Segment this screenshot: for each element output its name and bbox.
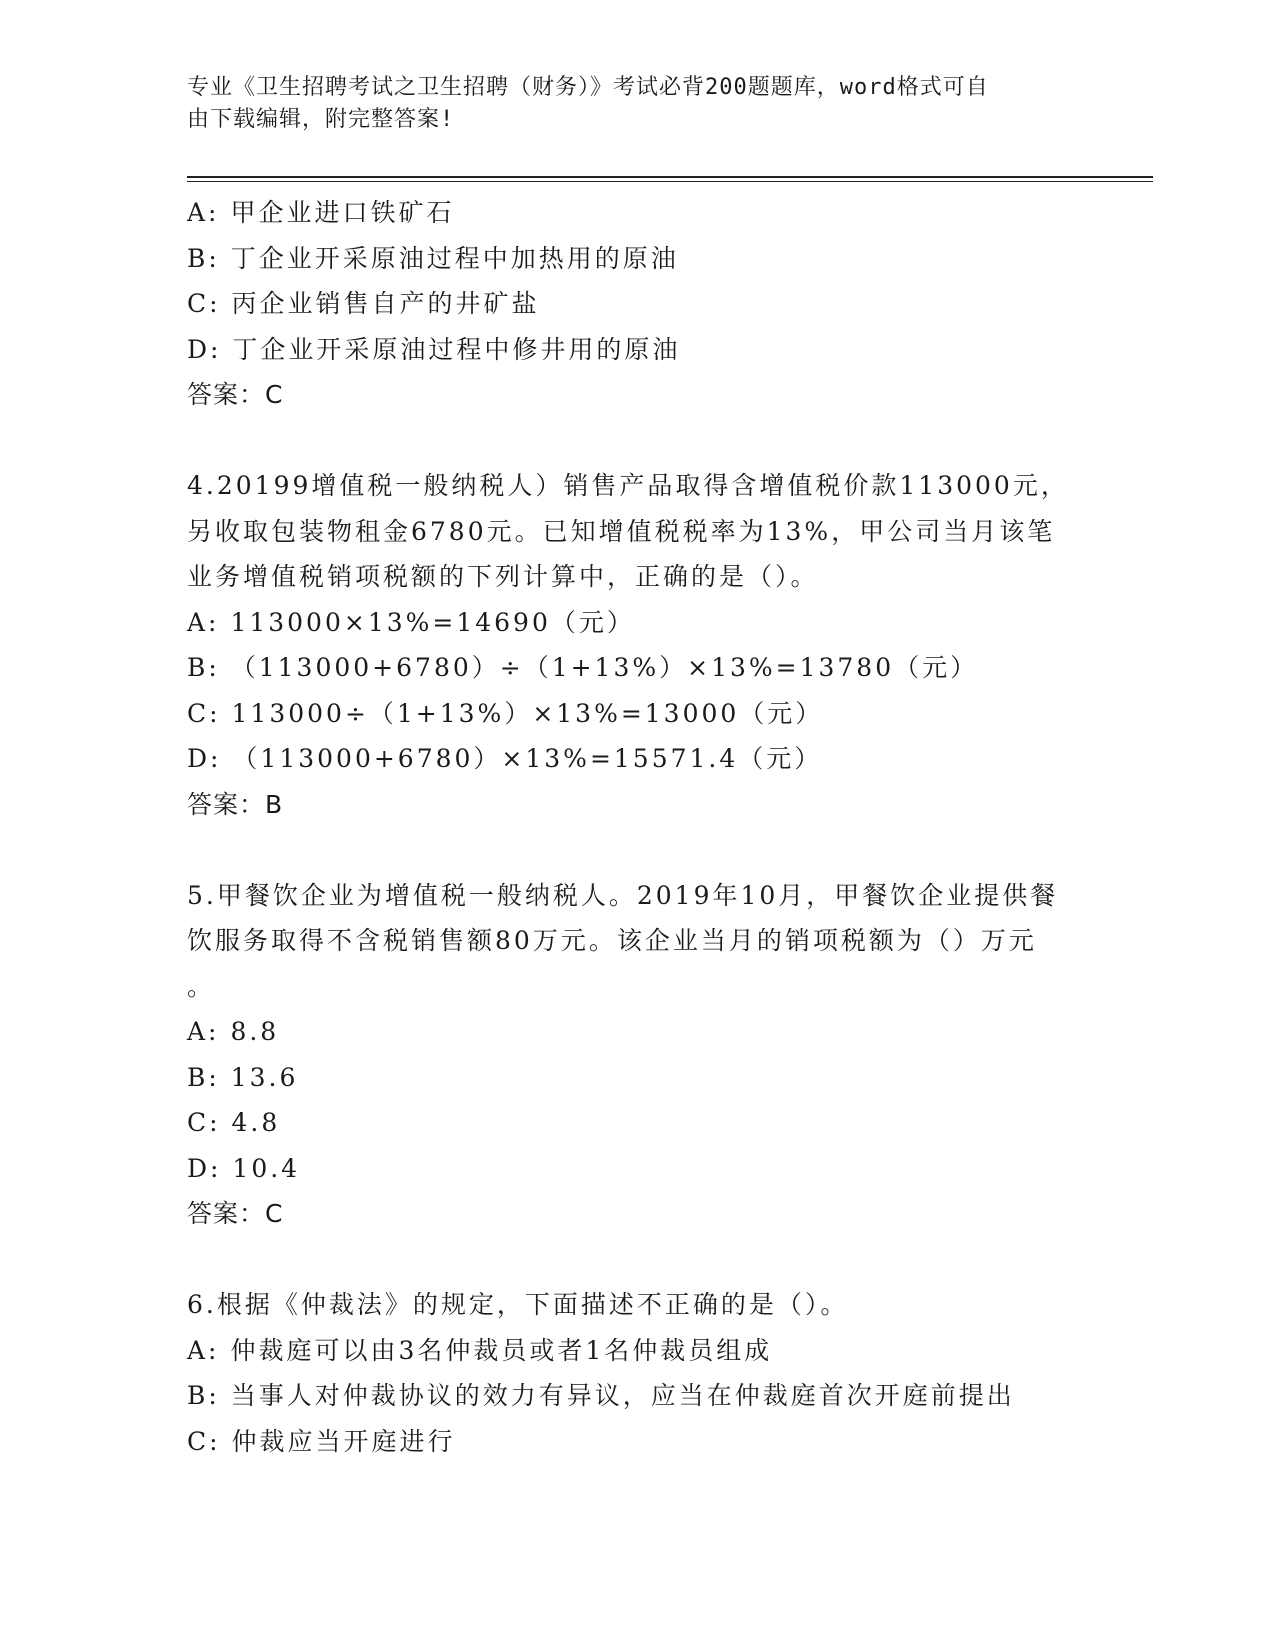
header-divider-thin	[187, 181, 1153, 182]
option-text: 113000÷（1+13%）×13%=13000（元）	[231, 698, 824, 728]
option-a	[187, 600, 1087, 646]
option-label: C:	[187, 289, 221, 318]
option-a	[187, 1009, 1087, 1055]
question-text-line: 。	[187, 971, 216, 1001]
option-label: C:	[187, 1108, 221, 1137]
option-c	[187, 1419, 1087, 1465]
option-label: A:	[187, 198, 220, 227]
option-label: B:	[187, 243, 220, 273]
option-a	[187, 1328, 1087, 1374]
answer-line: 答案：C	[187, 380, 284, 409]
spacer	[187, 418, 1087, 464]
option-b	[187, 1055, 1087, 1101]
option-c	[187, 1100, 1087, 1146]
option-text: 4.8	[231, 1108, 281, 1137]
option-text: （113000+6780）÷（1+13%）×13%=13780（元）	[230, 653, 979, 682]
option-label: A:	[187, 1017, 220, 1046]
spacer	[187, 827, 1087, 873]
option-b	[187, 236, 1087, 282]
option-text: 8.8	[230, 1017, 280, 1046]
option-text: 仲裁庭可以由3名仲裁员或者1名仲裁员组成	[230, 1335, 773, 1365]
question-text-line: 6.根据《仲裁法》的规定，下面描述不正确的是（）。	[187, 1290, 849, 1319]
question-text-line: 业务增值税销项税额的下列计算中，正确的是（）。	[187, 562, 819, 591]
question-6	[187, 1282, 1087, 1464]
header-line-1: 专业《卫生招聘考试之卫生招聘（财务）》考试必背200题题库，word格式可自	[187, 75, 989, 100]
question-4	[187, 463, 1087, 827]
option-text: 当事人对仲裁协议的效力有异议，应当在仲裁庭首次开庭前提出	[230, 1381, 1015, 1410]
question-text-line: 另收取包装物租金6780元。已知增值税税率为13%，甲公司当月该笔	[187, 516, 1056, 546]
option-text: 10.4	[232, 1153, 301, 1183]
option-label: D:	[187, 744, 222, 773]
option-text: 仲裁应当开庭进行	[231, 1426, 456, 1456]
option-label: C:	[187, 698, 221, 728]
option-label: B:	[187, 1381, 220, 1410]
option-text: 13.6	[230, 1062, 299, 1092]
option-c	[187, 281, 1087, 327]
question-3-options	[187, 190, 1087, 418]
answer-line: 答案：C	[187, 1199, 284, 1228]
option-label: B:	[187, 1062, 220, 1092]
spacer	[187, 1237, 1087, 1283]
option-text: 丙企业销售自产的井矿盐	[231, 289, 540, 318]
option-text: 丁企业开采原油过程中加热用的原油	[230, 243, 679, 273]
option-b	[187, 645, 1087, 691]
option-text: （113000+6780）×13%=15571.4（元）	[232, 744, 823, 773]
question-text-line: 4.20199增值税一般纳税人）销售产品取得含增值税价款113000元，	[187, 471, 1069, 500]
header-line-2: 由下载编辑，附完整答案!	[187, 107, 455, 132]
question-5	[187, 873, 1087, 1237]
page-header	[187, 72, 1067, 136]
option-label: D:	[187, 1153, 222, 1183]
option-c	[187, 691, 1087, 737]
option-label: A:	[187, 607, 220, 637]
option-a	[187, 190, 1087, 236]
option-text: 113000×13%=14690（元）	[230, 607, 635, 637]
option-d	[187, 1146, 1087, 1192]
option-label: D:	[187, 334, 222, 364]
option-label: C:	[187, 1426, 221, 1456]
question-text-line: 5.甲餐饮企业为增值税一般纳税人。2019年10月，甲餐饮企业提供餐	[187, 880, 1059, 910]
option-text: 丁企业开采原油过程中修井用的原油	[232, 334, 681, 364]
header-divider	[187, 176, 1153, 178]
answer-line: 答案：B	[187, 789, 284, 819]
document-body	[187, 190, 1087, 1464]
option-d	[187, 736, 1087, 782]
option-b	[187, 1373, 1087, 1419]
option-label: B:	[187, 653, 220, 682]
option-d	[187, 327, 1087, 373]
question-text-line: 饮服务取得不含税销售额80万元。该企业当月的销项税额为（）万元	[187, 926, 1037, 955]
option-label: A:	[187, 1335, 220, 1365]
option-text: 甲企业进口铁矿石	[230, 198, 455, 227]
